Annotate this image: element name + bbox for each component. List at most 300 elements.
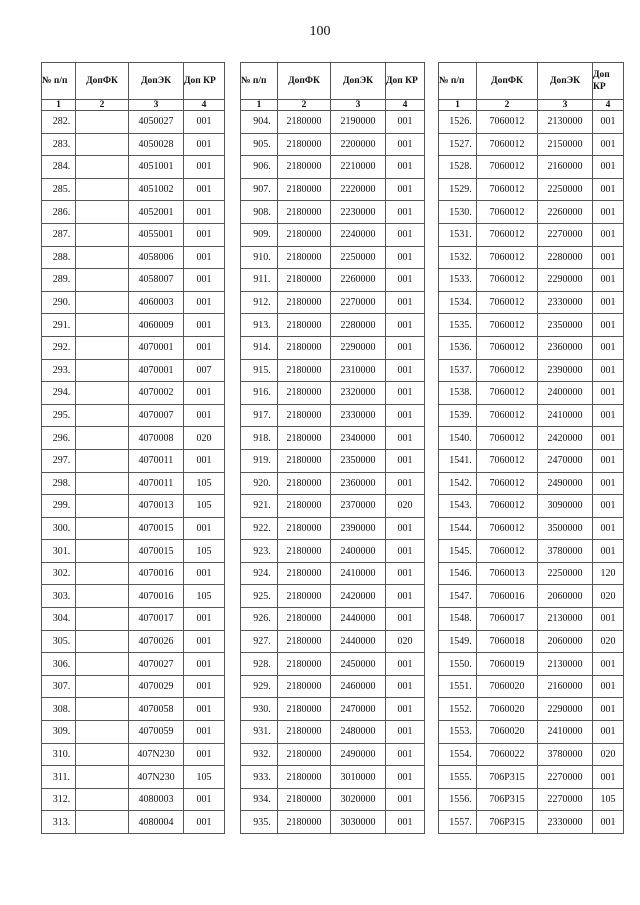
dopfk-cell (76, 721, 129, 744)
dopek-cell: 2130000 (538, 653, 593, 676)
dopkr-cell: 105 (184, 472, 225, 495)
dopfk-cell: 2180000 (278, 675, 331, 698)
table-row (241, 336, 425, 359)
row-number: 313. (42, 811, 76, 834)
dopfk-cell: 7060012 (477, 449, 538, 472)
table-row (439, 111, 624, 134)
table-row (241, 675, 425, 698)
dopkr-cell: 001 (386, 788, 425, 811)
dopek-cell: 4058007 (129, 269, 184, 292)
dopfk-cell: 7060012 (477, 427, 538, 450)
table-row (439, 562, 624, 585)
header-dopfk: ДопФК (477, 63, 538, 100)
dopek-cell: 2410000 (538, 721, 593, 744)
dopkr-cell: 001 (184, 811, 225, 834)
dopfk-cell: 2180000 (278, 201, 331, 224)
table-row (241, 540, 425, 563)
dopek-cell: 2160000 (538, 675, 593, 698)
dopfk-cell: 7060012 (477, 359, 538, 382)
dopfk-cell (76, 427, 129, 450)
dopkr-cell: 001 (184, 698, 225, 721)
dopkr-cell: 105 (184, 540, 225, 563)
table-row (42, 427, 225, 450)
dopek-cell: 2470000 (538, 449, 593, 472)
dopek-cell: 2390000 (538, 359, 593, 382)
dopfk-cell (76, 111, 129, 134)
table-row (241, 269, 425, 292)
dopfk-cell: 7060022 (477, 743, 538, 766)
page-number: 100 (309, 24, 331, 39)
table-row (42, 382, 225, 405)
table-row (439, 449, 624, 472)
dopkr-cell: 105 (184, 766, 225, 789)
table-row (439, 608, 624, 631)
code-table-3 (438, 62, 624, 834)
table-row (42, 201, 225, 224)
row-number: 906. (241, 156, 278, 179)
table-row (42, 766, 225, 789)
dopfk-cell: 2180000 (278, 585, 331, 608)
dopek-cell: 2060000 (538, 630, 593, 653)
dopkr-cell: 001 (184, 382, 225, 405)
row-number: 295. (42, 404, 76, 427)
dopkr-cell: 001 (593, 314, 624, 337)
dopfk-cell: 2180000 (278, 608, 331, 631)
dopkr-cell: 001 (593, 608, 624, 631)
dopek-cell: 2330000 (538, 811, 593, 834)
dopek-cell: 4070026 (129, 630, 184, 653)
dopek-cell: 2410000 (331, 562, 386, 585)
dopek-cell: 2260000 (331, 269, 386, 292)
dopfk-cell: 7060016 (477, 585, 538, 608)
dopkr-cell: 001 (593, 246, 624, 269)
dopek-cell: 4070059 (129, 721, 184, 744)
dopfk-cell: 7060018 (477, 630, 538, 653)
dopek-cell: 2450000 (331, 653, 386, 676)
table-row (241, 178, 425, 201)
row-number: 304. (42, 608, 76, 631)
dopkr-cell: 001 (593, 698, 624, 721)
dopek-cell: 2260000 (538, 201, 593, 224)
dopkr-cell: 001 (593, 111, 624, 134)
table-row (439, 291, 624, 314)
dopfk-cell: 2180000 (278, 246, 331, 269)
row-number: 1532. (439, 246, 477, 269)
row-number: 1531. (439, 223, 477, 246)
row-number: 1527. (439, 133, 477, 156)
dopfk-cell: 706P315 (477, 811, 538, 834)
table-row (439, 246, 624, 269)
dopkr-cell: 001 (593, 201, 624, 224)
dopek-cell: 2250000 (538, 178, 593, 201)
dopkr-cell: 020 (184, 427, 225, 450)
dopek-cell: 2280000 (538, 246, 593, 269)
dopkr-cell: 001 (386, 585, 425, 608)
table-row (241, 472, 425, 495)
dopek-cell: 4070016 (129, 562, 184, 585)
dopkr-cell: 001 (386, 811, 425, 834)
dopek-cell: 2490000 (331, 743, 386, 766)
dopkr-cell: 007 (184, 359, 225, 382)
dopek-cell: 3090000 (538, 495, 593, 518)
header-dopfk: ДопФК (76, 63, 129, 100)
header-dopkr: Доп КР (184, 63, 225, 100)
dopkr-cell: 001 (593, 449, 624, 472)
row-number: 1534. (439, 291, 477, 314)
dopek-cell: 4070016 (129, 585, 184, 608)
dopek-cell: 4070027 (129, 653, 184, 676)
row-number: 1536. (439, 336, 477, 359)
dopfk-cell: 7060019 (477, 653, 538, 676)
dopkr-cell: 001 (184, 653, 225, 676)
col-index: 2 (76, 100, 129, 111)
row-number: 287. (42, 223, 76, 246)
row-number: 929. (241, 675, 278, 698)
table-row (241, 585, 425, 608)
dopfk-cell (76, 314, 129, 337)
dopek-cell: 4070058 (129, 698, 184, 721)
dopkr-cell: 001 (386, 449, 425, 472)
dopfk-cell: 7060012 (477, 246, 538, 269)
table-row (439, 314, 624, 337)
dopfk-cell: 2180000 (278, 766, 331, 789)
row-number: 915. (241, 359, 278, 382)
dopfk-cell (76, 698, 129, 721)
dopfk-cell (76, 133, 129, 156)
dopkr-cell: 001 (386, 156, 425, 179)
row-number: 294. (42, 382, 76, 405)
row-number: 932. (241, 743, 278, 766)
dopkr-cell: 020 (386, 630, 425, 653)
dopkr-cell: 001 (184, 201, 225, 224)
dopkr-cell: 001 (593, 675, 624, 698)
dopek-cell: 4070011 (129, 449, 184, 472)
header-dopek: ДопЭК (331, 63, 386, 100)
table-row (439, 427, 624, 450)
table-row (439, 156, 624, 179)
table-row (439, 269, 624, 292)
table-row (241, 630, 425, 653)
dopkr-cell: 001 (386, 698, 425, 721)
table-row (42, 630, 225, 653)
row-number: 296. (42, 427, 76, 450)
table-row (241, 111, 425, 134)
row-number: 1526. (439, 111, 477, 134)
dopek-cell: 3030000 (331, 811, 386, 834)
row-number: 285. (42, 178, 76, 201)
table-row (439, 788, 624, 811)
table-row (42, 269, 225, 292)
dopkr-cell: 001 (593, 653, 624, 676)
table-row (439, 336, 624, 359)
table-row (439, 721, 624, 744)
table-row (439, 540, 624, 563)
row-number: 292. (42, 336, 76, 359)
row-number: 299. (42, 495, 76, 518)
table-row (439, 359, 624, 382)
dopek-cell: 2350000 (538, 314, 593, 337)
dopkr-cell: 001 (386, 246, 425, 269)
col-index: 3 (538, 100, 593, 111)
dopkr-cell: 001 (386, 562, 425, 585)
dopfk-cell: 706P315 (477, 766, 538, 789)
dopkr-cell: 001 (184, 156, 225, 179)
dopek-cell: 2270000 (538, 766, 593, 789)
table-row (42, 653, 225, 676)
row-number: 311. (42, 766, 76, 789)
dopek-cell: 407N230 (129, 766, 184, 789)
dopek-cell: 4050028 (129, 133, 184, 156)
table-row (439, 382, 624, 405)
dopek-cell: 2340000 (331, 427, 386, 450)
dopek-cell: 2440000 (331, 630, 386, 653)
row-number: 305. (42, 630, 76, 653)
table-row (42, 517, 225, 540)
dopkr-cell: 001 (184, 562, 225, 585)
table-row (241, 495, 425, 518)
row-number: 308. (42, 698, 76, 721)
dopfk-cell: 2180000 (278, 517, 331, 540)
row-number: 306. (42, 653, 76, 676)
row-number: 928. (241, 653, 278, 676)
dopkr-cell: 001 (593, 156, 624, 179)
dopfk-cell: 2180000 (278, 314, 331, 337)
row-number: 1555. (439, 766, 477, 789)
row-number: 1542. (439, 472, 477, 495)
dopkr-cell: 001 (184, 743, 225, 766)
table-row (241, 223, 425, 246)
dopfk-cell (76, 540, 129, 563)
table-row (241, 562, 425, 585)
table-row (241, 698, 425, 721)
col-index: 4 (184, 100, 225, 111)
dopkr-cell: 105 (593, 788, 624, 811)
header-dopfk: ДопФК (278, 63, 331, 100)
dopfk-cell (76, 517, 129, 540)
dopfk-cell: 7060020 (477, 721, 538, 744)
dopkr-cell: 001 (184, 314, 225, 337)
row-number: 1547. (439, 585, 477, 608)
dopkr-cell: 001 (184, 336, 225, 359)
dopfk-cell: 2180000 (278, 133, 331, 156)
table-row (42, 156, 225, 179)
table-row (439, 133, 624, 156)
dopek-cell: 2360000 (331, 472, 386, 495)
dopek-cell: 2400000 (331, 540, 386, 563)
dopek-cell: 407N230 (129, 743, 184, 766)
row-number: 925. (241, 585, 278, 608)
dopek-cell: 2130000 (538, 608, 593, 631)
dopfk-cell: 2180000 (278, 111, 331, 134)
dopkr-cell: 001 (593, 223, 624, 246)
dopfk-cell: 2180000 (278, 269, 331, 292)
dopkr-cell: 001 (386, 427, 425, 450)
dopkr-cell: 001 (184, 404, 225, 427)
dopkr-cell: 001 (184, 111, 225, 134)
dopfk-cell (76, 472, 129, 495)
dopek-cell: 4080003 (129, 788, 184, 811)
dopek-cell: 4070029 (129, 675, 184, 698)
dopfk-cell: 2180000 (278, 540, 331, 563)
dopkr-cell: 001 (386, 359, 425, 382)
row-number: 286. (42, 201, 76, 224)
row-number: 1528. (439, 156, 477, 179)
dopfk-cell: 2180000 (278, 698, 331, 721)
dopfk-cell: 7060012 (477, 156, 538, 179)
dopkr-cell: 001 (593, 178, 624, 201)
row-number: 933. (241, 766, 278, 789)
table-row (241, 743, 425, 766)
dopek-cell: 2270000 (538, 223, 593, 246)
dopfk-cell: 7060012 (477, 269, 538, 292)
dopfk-cell (76, 766, 129, 789)
row-number: 1539. (439, 404, 477, 427)
row-number: 309. (42, 721, 76, 744)
dopek-cell: 4070015 (129, 517, 184, 540)
row-number: 1556. (439, 788, 477, 811)
table-row (42, 178, 225, 201)
row-number: 922. (241, 517, 278, 540)
dopek-cell: 4070008 (129, 427, 184, 450)
row-number: 1554. (439, 743, 477, 766)
col-index: 3 (129, 100, 184, 111)
dopkr-cell: 001 (386, 201, 425, 224)
dopek-cell: 2370000 (331, 495, 386, 518)
dopek-cell: 2220000 (331, 178, 386, 201)
table-row (42, 788, 225, 811)
dopek-cell: 2250000 (331, 246, 386, 269)
dopfk-cell: 2180000 (278, 359, 331, 382)
table-row (42, 721, 225, 744)
dopek-cell: 2060000 (538, 585, 593, 608)
dopkr-cell: 001 (593, 427, 624, 450)
dopkr-cell: 001 (184, 517, 225, 540)
row-number: 908. (241, 201, 278, 224)
dopkr-cell: 001 (386, 472, 425, 495)
dopek-cell: 2270000 (538, 788, 593, 811)
dopek-cell: 3010000 (331, 766, 386, 789)
dopfk-cell (76, 608, 129, 631)
dopkr-cell: 001 (386, 517, 425, 540)
dopfk-cell (76, 291, 129, 314)
row-number: 911. (241, 269, 278, 292)
table-row (241, 608, 425, 631)
dopfk-cell (76, 336, 129, 359)
table-row (42, 291, 225, 314)
dopek-cell: 4070001 (129, 336, 184, 359)
dopkr-cell: 020 (593, 630, 624, 653)
dopfk-cell: 2180000 (278, 404, 331, 427)
dopfk-cell: 706P315 (477, 788, 538, 811)
dopfk-cell: 7060012 (477, 495, 538, 518)
dopkr-cell: 001 (184, 269, 225, 292)
dopkr-cell: 001 (386, 269, 425, 292)
dopkr-cell: 001 (386, 223, 425, 246)
table-row (241, 517, 425, 540)
dopfk-cell: 2180000 (278, 156, 331, 179)
dopkr-cell: 001 (184, 291, 225, 314)
row-number: 1535. (439, 314, 477, 337)
dopek-cell: 4050027 (129, 111, 184, 134)
row-number: 913. (241, 314, 278, 337)
dopfk-cell (76, 585, 129, 608)
row-number: 307. (42, 675, 76, 698)
table-row (241, 788, 425, 811)
dopfk-cell (76, 178, 129, 201)
table-row (241, 721, 425, 744)
dopfk-cell: 7060012 (477, 111, 538, 134)
dopfk-cell (76, 246, 129, 269)
dopek-cell: 2360000 (538, 336, 593, 359)
table-row (42, 562, 225, 585)
dopek-cell: 4070002 (129, 382, 184, 405)
dopek-cell: 2350000 (331, 449, 386, 472)
dopkr-cell: 001 (593, 359, 624, 382)
row-number: 905. (241, 133, 278, 156)
row-number: 1551. (439, 675, 477, 698)
dopfk-cell (76, 743, 129, 766)
dopkr-cell: 001 (386, 540, 425, 563)
table-row (42, 133, 225, 156)
dopek-cell: 2200000 (331, 133, 386, 156)
dopkr-cell: 001 (386, 336, 425, 359)
dopfk-cell: 2180000 (278, 382, 331, 405)
row-number: 1549. (439, 630, 477, 653)
dopkr-cell: 001 (593, 382, 624, 405)
dopek-cell: 2250000 (538, 562, 593, 585)
dopfk-cell: 2180000 (278, 291, 331, 314)
row-number: 291. (42, 314, 76, 337)
dopkr-cell: 020 (386, 495, 425, 518)
col-index: 1 (439, 100, 477, 111)
dopek-cell: 3780000 (538, 743, 593, 766)
dopfk-cell (76, 223, 129, 246)
dopek-cell: 2420000 (331, 585, 386, 608)
dopfk-cell (76, 404, 129, 427)
row-number: 1541. (439, 449, 477, 472)
table-row (439, 495, 624, 518)
dopkr-cell: 105 (184, 495, 225, 518)
dopfk-cell: 7060012 (477, 472, 538, 495)
table-row (42, 111, 225, 134)
row-number: 923. (241, 540, 278, 563)
row-number: 300. (42, 517, 76, 540)
dopfk-cell (76, 788, 129, 811)
dopek-cell: 4070001 (129, 359, 184, 382)
dopfk-cell: 7060012 (477, 404, 538, 427)
dopfk-cell (76, 359, 129, 382)
dopek-cell: 2440000 (331, 608, 386, 631)
col-index: 1 (42, 100, 76, 111)
row-number: 904. (241, 111, 278, 134)
dopek-cell: 2130000 (538, 111, 593, 134)
table-row (42, 585, 225, 608)
dopkr-cell: 020 (593, 743, 624, 766)
header-dopkr: Доп КР (386, 63, 425, 100)
table-row (439, 223, 624, 246)
dopkr-cell: 120 (593, 562, 624, 585)
dopek-cell: 2310000 (331, 359, 386, 382)
dopek-cell: 4070007 (129, 404, 184, 427)
dopfk-cell: 7060020 (477, 675, 538, 698)
row-number: 312. (42, 788, 76, 811)
row-number: 310. (42, 743, 76, 766)
row-number: 283. (42, 133, 76, 156)
dopek-cell: 4070017 (129, 608, 184, 631)
dopfk-cell: 2180000 (278, 562, 331, 585)
row-number: 1537. (439, 359, 477, 382)
dopfk-cell (76, 562, 129, 585)
